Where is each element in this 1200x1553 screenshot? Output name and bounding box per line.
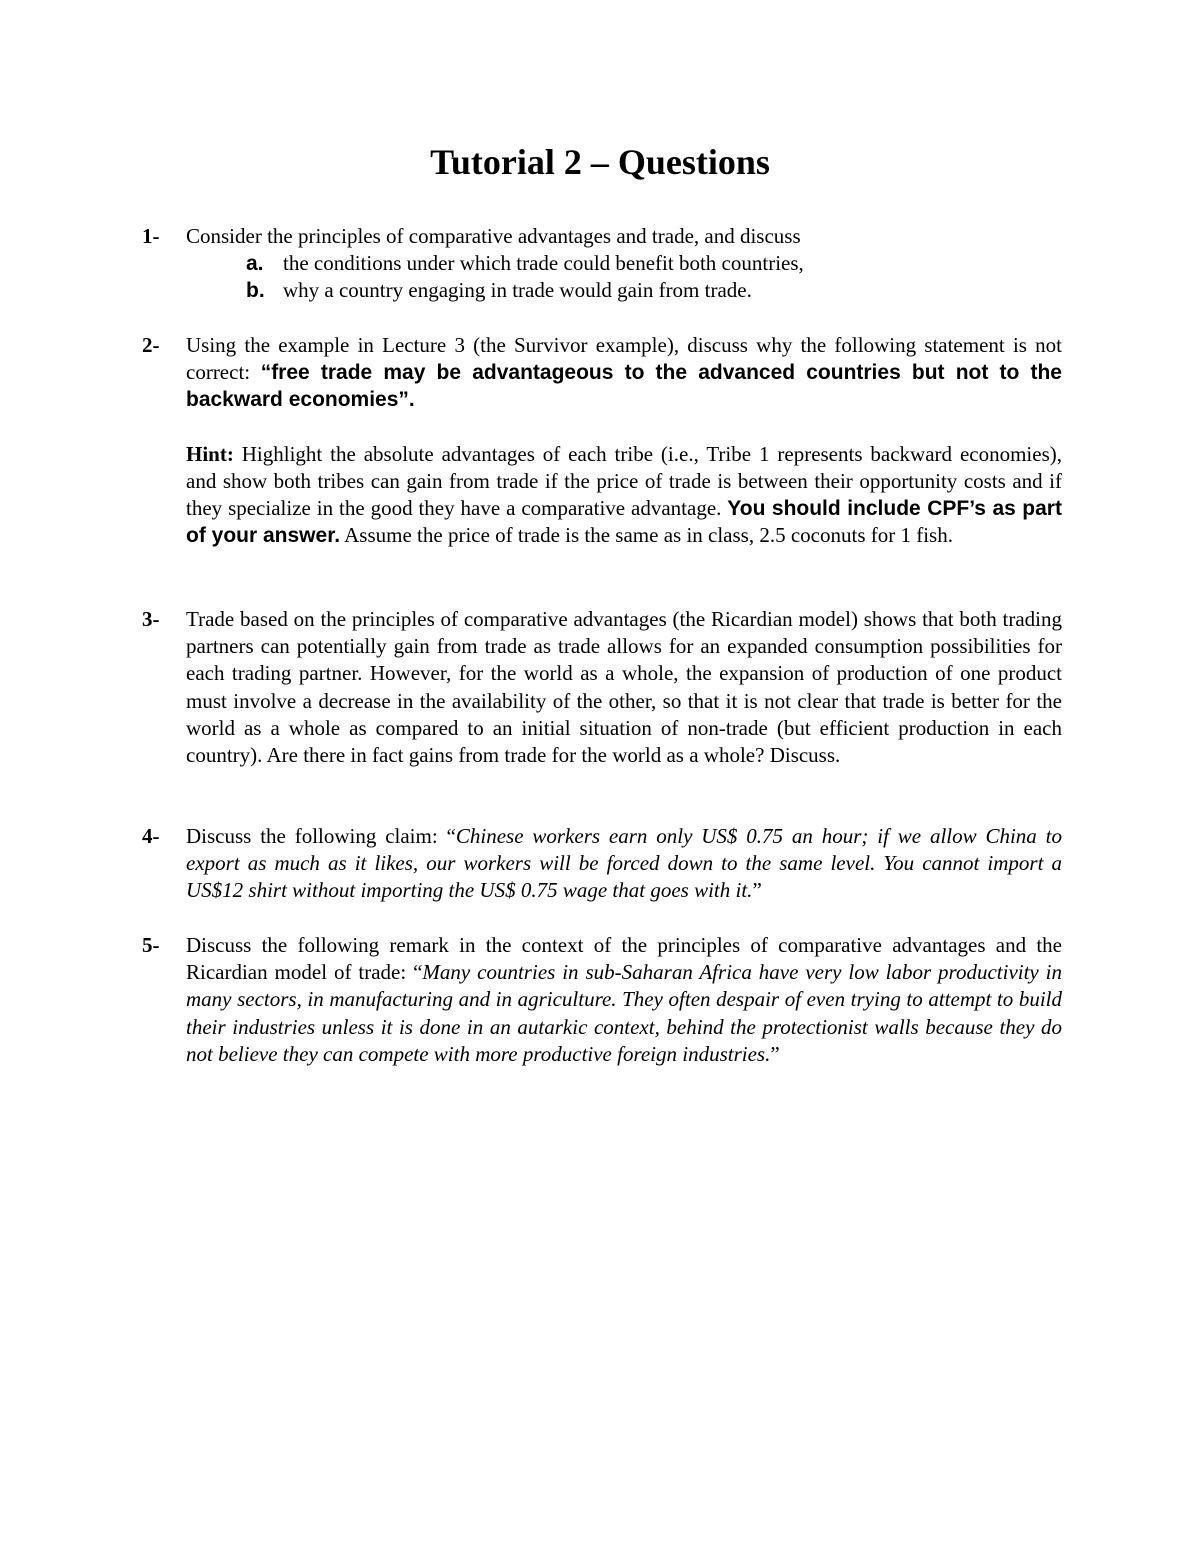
hint-text: Highlight the absolute advantages of each tribe (i.e., Tribe 1 represents backward economies), and show both tribes can gain from trade if the price of trade is between their opportunity costs and if they specialize in the good they have a comparative advantage.: [186, 441, 1062, 521]
subitem-letter: b.: [246, 279, 265, 303]
question-5-text: [186, 932, 1062, 1068]
subitem-text: the conditions under which trade could benefit both countries,: [283, 251, 804, 276]
question-5: [142, 932, 1062, 1068]
question-4-text: [186, 823, 1062, 905]
question-1: [142, 223, 1062, 305]
list-item: [186, 277, 1062, 304]
question-number: 2-: [142, 333, 160, 357]
question-3-text: Trade based on the principles of comparative advantages (the Ricardian model) shows that both trading partners can potentially gain from trade as trade allows for an expanded consumption possibilities for each trading partner. However, for the world as a whole, the expansion of production of one product must involve a decrease in the availability of the other, so that it is not clear that trade is better for the world as a whole as compared to an initial situation of non-trade (but efficient production in each country). Are there in fact gains from trade for the world as a whole? Discuss.: [186, 607, 1062, 768]
subitem-text: why a country engaging in trade would gain from trade.: [283, 278, 752, 303]
list-item: [186, 250, 1062, 277]
question-number: 5-: [142, 933, 160, 957]
question-3: [142, 606, 1062, 769]
question-4-close-quote: ”: [752, 878, 762, 903]
question-4-quote: Chinese workers earn only US$ 0.75 an hour; if we allow China to export as much as it likes, our workers will be forced down to the same level. You cannot import a US$12 shirt without importing the US$ 0.75 wage that goes with it.: [186, 824, 1062, 903]
question-2-statement: “free trade may be advantageous to the advanced countries but not to the backward economies”.: [186, 361, 1062, 412]
question-1-intro: Consider the principles of comparative advantages and trade, and discuss: [186, 224, 801, 248]
question-2-prompt: Using the example in Lecture 3 (the Survivor example), discuss why the following statement is not correct:: [186, 333, 1062, 385]
question-5-close-quote: ”: [770, 1041, 780, 1066]
question-5-prompt: Discuss the following remark in the context of the principles of comparative advantages and the Ricardian model of trade: “: [186, 933, 1062, 985]
question-4-prompt: Discuss the following claim: “: [186, 824, 456, 848]
question-4: [142, 823, 1062, 905]
question-number: 4-: [142, 824, 160, 848]
question-number: 1-: [142, 224, 160, 248]
question-2: [142, 332, 1062, 549]
subitem-letter: a.: [246, 252, 264, 276]
hint-label: Hint:: [186, 441, 234, 466]
hint-bold-text: You should include CPF’s as part of your answer.: [186, 497, 1062, 548]
question-2-text: [186, 332, 1062, 414]
hint-end-text: Assume the price of trade is the same as in class, 2.5 coconuts for 1 fish.: [340, 523, 953, 548]
question-5-quote: Many countries in sub-Saharan Africa have very low labor productivity in many sectors, in manufacturing and in agriculture. They often despair of even trying to attempt to build their industries unless it is done in an autarkic context, behind the protectionist walls because they do not believe they can compete with more productive foreign industries.: [186, 960, 1063, 1066]
question-1-subitems: [186, 250, 1062, 304]
question-number: 3-: [142, 607, 160, 631]
question-2-hint: [186, 441, 1062, 550]
page-title: Tutorial 2 – Questions: [430, 142, 770, 182]
